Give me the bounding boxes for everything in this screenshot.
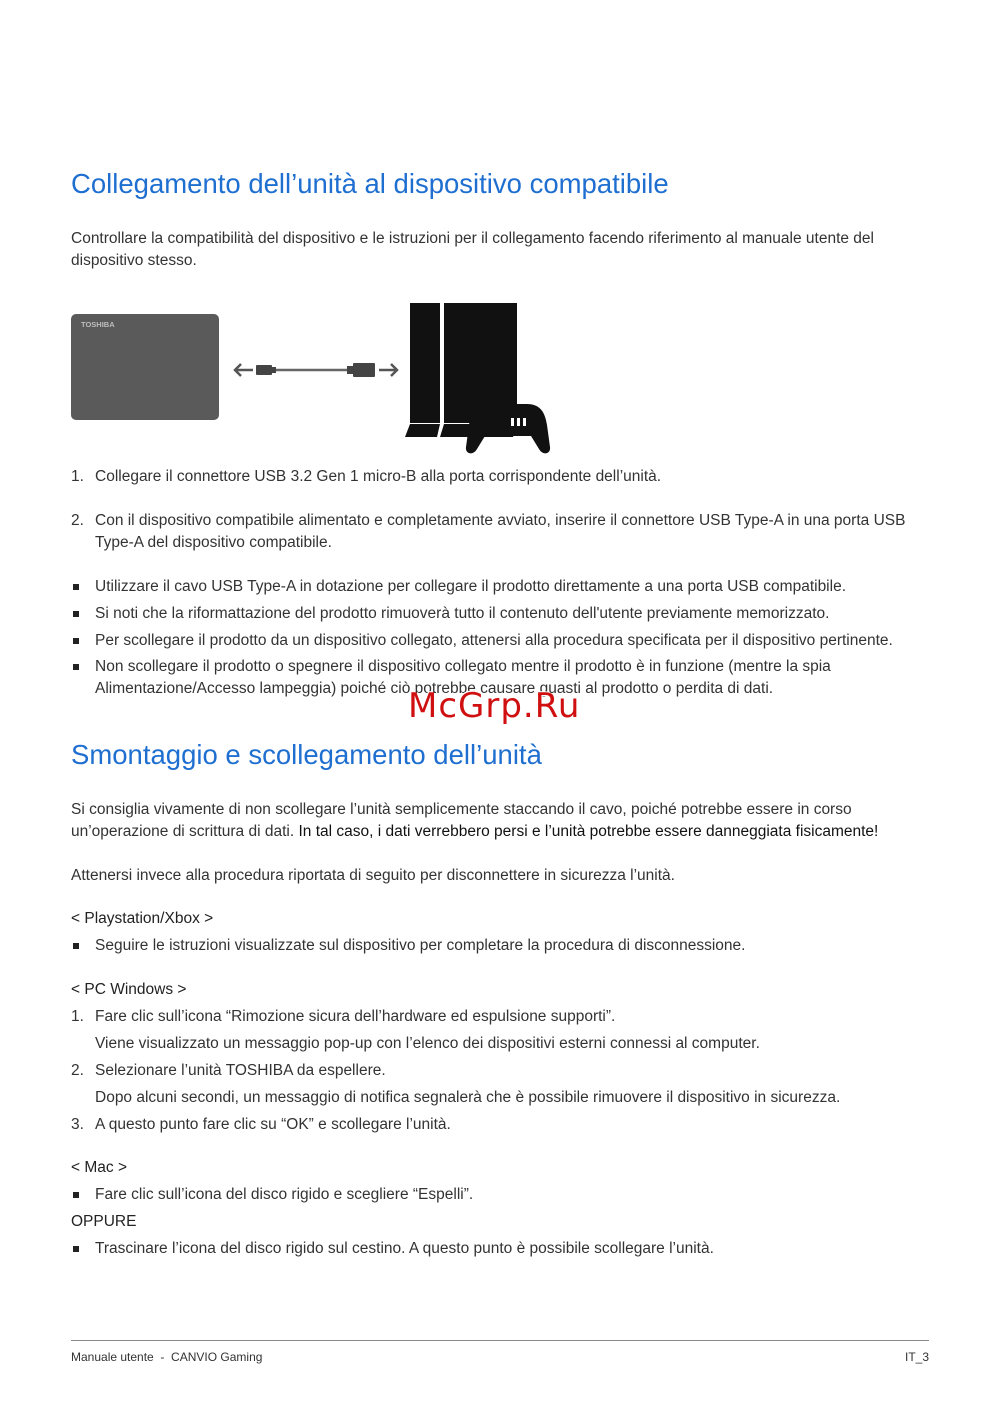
bullet-icon <box>73 1192 79 1198</box>
intro-warning-text: In tal caso, i dati verrebbero persi e l’unità potrebbe essere danneggiata fisicamente! <box>298 823 879 840</box>
right-arrow-icon <box>379 364 397 376</box>
step-number: 2. <box>71 1062 84 1079</box>
mac-or-text: OPPURE <box>71 1213 137 1230</box>
footer-manual-title: Manuale utente - CANVIO Gaming <box>71 1350 263 1364</box>
step-number: 2. <box>71 512 84 529</box>
playstation-heading: < Playstation/Xbox > <box>71 910 214 927</box>
note-text: Utilizzare il cavo USB Type-A in dotazione per collegare il prodotto direttamente a una porta USB compatibile. <box>95 578 847 595</box>
step-number: 3. <box>71 1116 84 1133</box>
bullet-icon <box>73 664 79 670</box>
footer-page-number: IT_3 <box>904 1350 929 1364</box>
playstation-bullet <box>71 935 941 957</box>
mac-heading: < Mac > <box>71 1159 127 1176</box>
step-text: A questo punto fare clic su “OK” e scollegare l’unità. <box>95 1116 451 1133</box>
step-number: 1. <box>71 468 84 485</box>
step-text: Fare clic sull’icona “Rimozione sicura dell’hardware ed espulsione supporti”. <box>95 1008 616 1025</box>
bullet-text: Trascinare l’icona del disco rigido sul cestino. A questo punto è possibile scollegare l’unità. <box>95 1240 714 1257</box>
drive-brand-label: TOSHIBA <box>81 320 115 329</box>
step-text: Con il dispositivo compatibile alimentato e completamente avviato, inserire il connettore USB Type-A in una porta USB Type-A del dispositivo compatibile. <box>95 512 906 551</box>
note-text: Si noti che la riformattazione del prodotto rimuoverà tutto il contenuto dell'utente previamente memorizzato. <box>95 605 830 622</box>
connection-diagram <box>71 300 561 456</box>
game-controller-graphic <box>466 404 550 453</box>
bullet-icon <box>73 943 79 949</box>
bullet-icon <box>73 584 79 590</box>
watermark-text: McGrp.Ru <box>408 686 581 726</box>
bullet-text: Fare clic sull’icona del disco rigido e scegliere “Espelli”. <box>95 1186 474 1203</box>
intro-text: Si consiglia vivamente di non scollegare l’unità semplicemente staccando il cavo, poiché potrebbe essere in corso un’operazione di scrittura di dati. <box>71 801 852 840</box>
section-intro-disconnect <box>71 799 941 843</box>
step-subtext: Dopo alcuni secondi, un messaggio di notifica segnalerà che è possibile rimuovere il dispositivo in sicurezza. <box>95 1089 841 1106</box>
section-title-disconnect: Smontaggio e scollegamento dell’unità <box>71 739 542 770</box>
bullet-icon <box>73 1246 79 1252</box>
section-intro-connect: Controllare la compatibilità del dispositivo e le istruzioni per il collegamento facendo riferimento al manuale utente del dispositivo stesso. <box>71 230 874 269</box>
section-title-connect: Collegamento dell’unità al dispositivo compatibile <box>71 168 669 199</box>
step-number: 1. <box>71 1008 84 1025</box>
mac-bullet-2 <box>71 1238 941 1260</box>
connect-step-2 <box>71 510 941 554</box>
windows-step-3 <box>71 1114 941 1136</box>
connection-illustration <box>71 300 561 456</box>
step-subtext: Viene visualizzato un messaggio pop-up con l’elenco dei dispositivi esterni connessi al computer. <box>95 1035 760 1052</box>
windows-step-2 <box>71 1060 941 1109</box>
micro-b-connector-graphic <box>256 365 272 375</box>
left-arrow-icon <box>235 364 253 376</box>
windows-heading: < PC Windows > <box>71 981 187 998</box>
note-item <box>71 576 941 598</box>
note-text: Non scollegare il prodotto o spegnere il dispositivo collegato mentre il prodotto è in funzione (mentre la spia Alimentazione/Accesso lampeggia) poiché ciò potrebbe causare guasti al prodotto o perdita di dati. <box>95 658 831 697</box>
footer-divider <box>71 1340 929 1341</box>
bullet-text: Seguire le istruzioni visualizzate sul dispositivo per completare la procedura di disconnessione. <box>95 937 746 954</box>
external-drive-graphic <box>71 314 219 420</box>
instead-text: Attenersi invece alla procedura riportata di seguito per disconnettere in sicurezza l’unità. <box>71 867 675 884</box>
bullet-icon <box>73 638 79 644</box>
mac-bullet-1 <box>71 1184 941 1206</box>
note-item <box>71 630 951 652</box>
type-a-connector-graphic <box>353 363 375 377</box>
windows-step-1 <box>71 1006 941 1055</box>
step-text: Selezionare l’unità TOSHIBA da espellere. <box>95 1062 386 1079</box>
step-text: Collegare il connettore USB 3.2 Gen 1 micro-B alla porta corrispondente dell’unità. <box>95 468 662 485</box>
bullet-icon <box>73 611 79 617</box>
connect-step-1 <box>71 466 941 488</box>
note-item <box>71 603 941 625</box>
note-text: Per scollegare il prodotto da un dispositivo collegato, attenersi alla procedura specificata per il dispositivo pertinente. <box>95 632 893 649</box>
